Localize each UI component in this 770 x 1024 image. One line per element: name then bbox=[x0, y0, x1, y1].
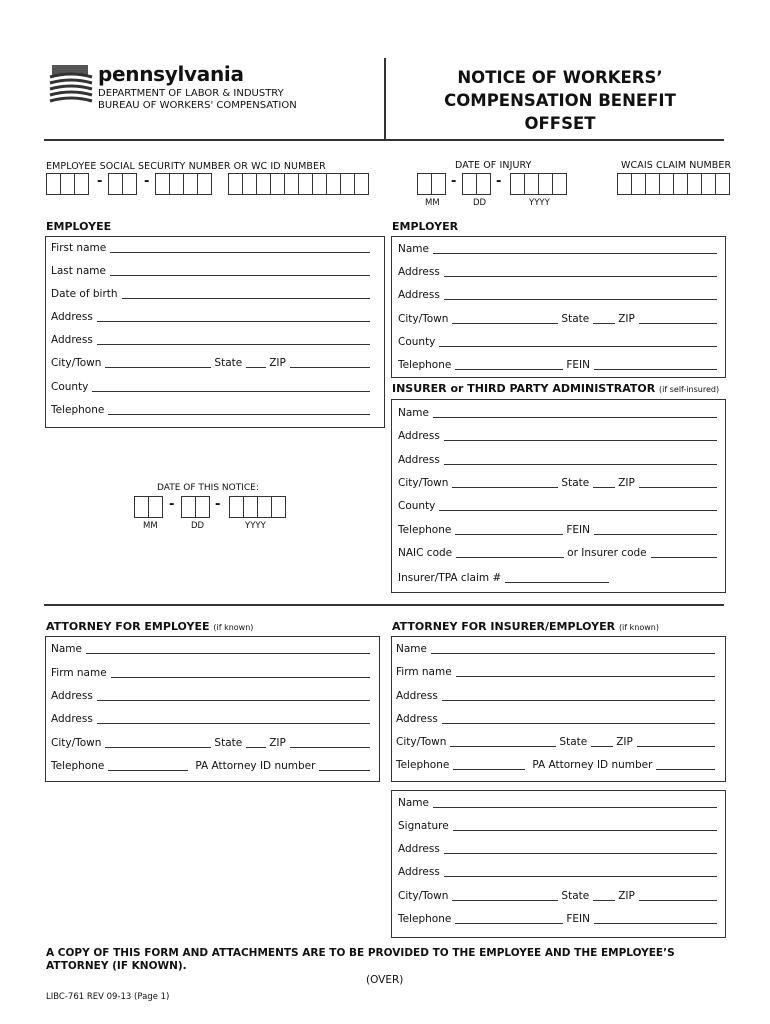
atty-employee-address-1-field[interactable] bbox=[51, 688, 373, 702]
telephone-label: Telephone bbox=[396, 759, 450, 771]
employee-address-2-field[interactable] bbox=[51, 332, 373, 346]
injury-day-input[interactable] bbox=[462, 173, 491, 195]
address-label: Address bbox=[396, 713, 438, 725]
name-label: Name bbox=[398, 407, 429, 419]
telephone-label: Telephone bbox=[398, 359, 452, 371]
insurer-name-field[interactable] bbox=[398, 405, 720, 419]
county-label: County bbox=[398, 336, 436, 348]
zip-label: ZIP bbox=[269, 737, 286, 749]
notice-dash-2: - bbox=[215, 497, 221, 512]
telephone-label: Telephone bbox=[398, 524, 452, 536]
name-label: Name bbox=[51, 643, 82, 655]
name-label: Name bbox=[398, 243, 429, 255]
address-label: Address bbox=[398, 266, 440, 278]
zip-label: ZIP bbox=[269, 357, 286, 369]
employee-county-field[interactable] bbox=[51, 379, 373, 393]
claim-label: Insurer/TPA claim # bbox=[398, 572, 502, 584]
telephone-label: Telephone bbox=[51, 760, 105, 772]
employer-county-field[interactable] bbox=[398, 334, 720, 348]
atty-employee-heading-text: ATTORNEY FOR EMPLOYEE bbox=[46, 620, 210, 633]
telephone-label: Telephone bbox=[398, 913, 452, 925]
address-label: Address bbox=[51, 334, 93, 346]
fein-label: FEIN bbox=[566, 359, 590, 371]
wcais-claim-input[interactable] bbox=[617, 173, 730, 195]
notice-yyyy-caption: YYYY bbox=[245, 521, 266, 531]
city-label: City/Town bbox=[398, 313, 449, 325]
title-line-3: OFFSET bbox=[524, 114, 596, 133]
signer-address-1-field[interactable] bbox=[398, 841, 720, 855]
state-name: pennsylvania bbox=[98, 62, 244, 86]
insurer-city-state-zip-field[interactable] bbox=[398, 475, 720, 489]
insurer-heading-text: INSURER or THIRD PARTY ADMINISTRATOR bbox=[392, 382, 656, 395]
section-rule bbox=[44, 604, 724, 606]
injury-month-input[interactable] bbox=[417, 173, 446, 195]
insurer-naic-field[interactable] bbox=[398, 545, 720, 559]
atty-insurer-heading-text: ATTORNEY FOR INSURER/EMPLOYER bbox=[392, 620, 616, 633]
insurer-heading-note: (if self-insured) bbox=[659, 385, 720, 394]
city-label: City/Town bbox=[51, 357, 102, 369]
fein-label: FEIN bbox=[566, 913, 590, 925]
wcais-label: WCAIS CLAIM NUMBER bbox=[621, 160, 732, 171]
copy-notice: A COPY OF THIS FORM AND ATTACHMENTS ARE TO BE PROVIDED TO THE EMPLOYEE AND THE EMPLOYEE’S ATTORNEY (IF KNOWN). bbox=[46, 947, 675, 972]
telephone-label: Telephone bbox=[51, 404, 105, 416]
atty-insurer-firm-field[interactable] bbox=[396, 664, 718, 678]
pa-id-label: PA Attorney ID number bbox=[195, 760, 316, 772]
pa-id-label: PA Attorney ID number bbox=[532, 759, 653, 771]
atty-insurer-address-1-field[interactable] bbox=[396, 688, 718, 702]
name-label: Name bbox=[398, 797, 429, 809]
insurer-telephone-fein-field[interactable] bbox=[398, 522, 720, 536]
employee-address-1-field[interactable] bbox=[51, 309, 373, 323]
state-label: State bbox=[561, 890, 590, 902]
employee-first-name-field[interactable] bbox=[51, 240, 373, 254]
notice-month-input[interactable] bbox=[134, 496, 163, 518]
ssn-label: EMPLOYEE SOCIAL SECURITY NUMBER OR WC ID NUMBER bbox=[46, 161, 326, 172]
last-name-label: Last name bbox=[51, 265, 106, 277]
address-label: Address bbox=[51, 690, 93, 702]
atty-employee-address-2-field[interactable] bbox=[51, 711, 373, 725]
atty-insurer-city-state-zip-field[interactable] bbox=[396, 734, 718, 748]
insurer-heading bbox=[392, 382, 719, 395]
injury-yyyy-caption: YYYY bbox=[529, 198, 550, 208]
injury-dash-1: - bbox=[451, 174, 457, 189]
address-label: Address bbox=[398, 430, 440, 442]
employer-address-1-field[interactable] bbox=[398, 264, 720, 278]
employee-city-state-zip-field[interactable] bbox=[51, 355, 373, 369]
zip-label: ZIP bbox=[618, 477, 635, 489]
employee-heading: EMPLOYEE bbox=[46, 220, 112, 233]
employer-telephone-fein-field[interactable] bbox=[398, 357, 720, 371]
state-label: State bbox=[214, 737, 243, 749]
atty-employee-telephone-field[interactable] bbox=[51, 758, 373, 772]
employee-telephone-field[interactable] bbox=[51, 402, 373, 416]
state-label: State bbox=[559, 736, 588, 748]
injury-mm-caption: MM bbox=[425, 198, 440, 208]
title-line-1: NOTICE OF WORKERS’ bbox=[457, 68, 663, 87]
atty-employee-note: (if known) bbox=[213, 623, 254, 632]
notice-year-input[interactable] bbox=[229, 496, 286, 518]
date-of-injury-label: DATE OF INJURY bbox=[455, 160, 532, 171]
employee-dob-field[interactable] bbox=[51, 286, 373, 300]
header-rule bbox=[44, 139, 724, 141]
first-name-label: First name bbox=[51, 242, 107, 254]
over-label: (OVER) bbox=[366, 974, 404, 986]
atty-insurer-telephone-field[interactable] bbox=[396, 757, 718, 771]
ssn-dash-1: - bbox=[97, 174, 103, 189]
employer-address-2-field[interactable] bbox=[398, 287, 720, 301]
signer-city-state-zip-field[interactable] bbox=[398, 888, 720, 902]
header-divider bbox=[384, 58, 386, 140]
signer-address-2-field[interactable] bbox=[398, 864, 720, 878]
signature-label: Signature bbox=[398, 820, 449, 832]
notice-dd-caption: DD bbox=[191, 521, 205, 531]
insurer-address-1-field[interactable] bbox=[398, 428, 720, 442]
address-label: Address bbox=[396, 690, 438, 702]
notice-dash-1: - bbox=[169, 497, 175, 512]
county-label: County bbox=[51, 381, 89, 393]
notice-mm-caption: MM bbox=[143, 521, 158, 531]
state-label: State bbox=[214, 357, 243, 369]
injury-dash-2: - bbox=[496, 174, 502, 189]
employee-last-name-field[interactable] bbox=[51, 263, 373, 277]
insurer-code-label: or Insurer code bbox=[567, 547, 647, 559]
ssn-input[interactable] bbox=[46, 173, 89, 195]
address-label: Address bbox=[51, 713, 93, 725]
insurer-county-field[interactable] bbox=[398, 498, 720, 512]
city-label: City/Town bbox=[51, 737, 102, 749]
zip-label: ZIP bbox=[618, 890, 635, 902]
ssn-input-2[interactable] bbox=[108, 173, 137, 195]
zip-label: ZIP bbox=[618, 313, 635, 325]
insurer-address-2-field[interactable] bbox=[398, 452, 720, 466]
city-label: City/Town bbox=[396, 736, 447, 748]
firm-label: Firm name bbox=[396, 666, 452, 678]
atty-insurer-address-2-field[interactable] bbox=[396, 711, 718, 725]
signer-name-field[interactable] bbox=[398, 795, 720, 809]
title-line-2: COMPENSATION BENEFIT bbox=[444, 91, 676, 110]
city-label: City/Town bbox=[398, 890, 449, 902]
injury-year-input[interactable] bbox=[510, 173, 567, 195]
employer-name-field[interactable] bbox=[398, 241, 720, 255]
address-label: Address bbox=[398, 866, 440, 878]
county-label: County bbox=[398, 500, 436, 512]
atty-insurer-note: (if known) bbox=[618, 623, 659, 632]
fein-label: FEIN bbox=[566, 524, 590, 536]
atty-employee-name-field[interactable] bbox=[51, 641, 373, 655]
atty-employee-firm-field[interactable] bbox=[51, 665, 373, 679]
employer-heading: EMPLOYER bbox=[392, 220, 459, 233]
atty-employee-heading bbox=[46, 620, 253, 633]
insurer-claim-field[interactable] bbox=[398, 570, 612, 584]
firm-label: Firm name bbox=[51, 667, 107, 679]
atty-insurer-name-field[interactable] bbox=[396, 641, 718, 655]
ssn-input-3[interactable] bbox=[155, 173, 212, 195]
name-label: Name bbox=[396, 643, 427, 655]
form-id: LIBC-761 REV 09-13 (Page 1) bbox=[46, 992, 170, 1002]
zip-label: ZIP bbox=[616, 736, 633, 748]
signer-signature-field[interactable] bbox=[398, 818, 720, 832]
injury-dd-caption: DD bbox=[473, 198, 487, 208]
address-label: Address bbox=[398, 454, 440, 466]
atty-employee-city-state-zip-field[interactable] bbox=[51, 735, 373, 749]
atty-insurer-heading bbox=[392, 620, 659, 633]
naic-label: NAIC code bbox=[398, 547, 453, 559]
notice-day-input[interactable] bbox=[181, 496, 210, 518]
form-title bbox=[400, 66, 720, 135]
address-label: Address bbox=[398, 843, 440, 855]
notice-date-label: DATE OF THIS NOTICE: bbox=[157, 483, 259, 493]
pa-keystone-logo bbox=[46, 63, 94, 107]
employer-city-state-zip-field[interactable] bbox=[398, 311, 720, 325]
state-label: State bbox=[561, 313, 590, 325]
state-label: State bbox=[561, 477, 590, 489]
address-label: Address bbox=[51, 311, 93, 323]
city-label: City/Town bbox=[398, 477, 449, 489]
ssn-dash-2: - bbox=[144, 174, 150, 189]
dob-label: Date of birth bbox=[51, 288, 118, 300]
signer-telephone-fein-field[interactable] bbox=[398, 911, 720, 925]
department-name: DEPARTMENT OF LABOR & INDUSTRY bbox=[98, 88, 284, 99]
bureau-name: BUREAU OF WORKERS' COMPENSATION bbox=[98, 100, 297, 111]
wc-id-input[interactable] bbox=[228, 173, 369, 195]
address-label: Address bbox=[398, 289, 440, 301]
